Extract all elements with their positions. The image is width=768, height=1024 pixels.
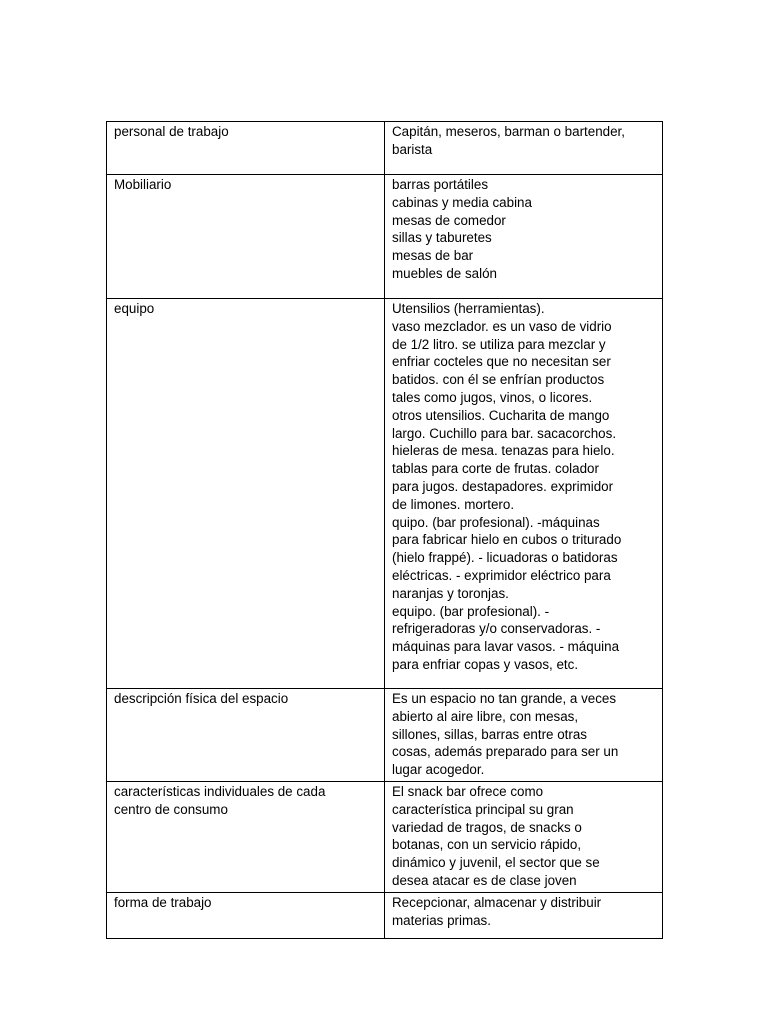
- row-value-line: lugar acogedor.: [392, 762, 485, 778]
- row-value-line: para fabricar hielo en cubos o triturado: [392, 532, 622, 548]
- table-row: [107, 782, 663, 893]
- row-label-line: centro de consumo: [114, 801, 228, 817]
- row-label-cell: [107, 892, 385, 938]
- row-value-line: Capitán, meseros, barman o bartender,: [392, 124, 625, 139]
- row-value-line: hieleras de mesa. tenazas para hielo.: [392, 443, 615, 459]
- row-value-line: de 1/2 litro. se utiliza para mezclar y: [392, 336, 606, 352]
- row-value-cell: [385, 689, 663, 782]
- row-value-line: cosas, además preparado para ser un: [392, 744, 619, 760]
- row-label-line: forma de trabajo: [114, 894, 212, 910]
- row-value-line: desea atacar es de clase joven: [392, 872, 577, 888]
- row-value-line: quipo. (bar profesional). -máquinas: [392, 514, 600, 530]
- row-value-line: naranjas y toronjas.: [392, 585, 509, 601]
- row-value-line: equipo. (bar profesional). -: [392, 603, 550, 619]
- row-value-line: otros utensilios. Cucharita de mango: [392, 407, 610, 423]
- row-value-line: Recepcionar, almacenar y distribuir: [392, 894, 602, 910]
- row-value-line: eléctricas. - exprimidor eléctrico para: [392, 567, 611, 583]
- row-label-line: características individuales de cada: [114, 784, 326, 799]
- row-value-line: (hielo frappé). - licuadoras o batidoras: [392, 550, 618, 566]
- row-value-line: sillas y taburetes: [392, 230, 492, 246]
- row-value-cell: [385, 175, 663, 299]
- row-value-line: mesas de comedor: [392, 212, 506, 228]
- row-value-line: dinámico y juvenil, el sector que se: [392, 855, 600, 871]
- row-value-line: sillones, sillas, barras entre otras: [392, 726, 587, 742]
- row-value-line: abierto al aire libre, con mesas,: [392, 708, 579, 724]
- row-value-line: para jugos. destapadores. exprimidor: [392, 478, 614, 494]
- row-value-cell: [385, 782, 663, 893]
- row-value-line: para enfriar copas y vasos, etc.: [392, 656, 579, 672]
- row-value-line: refrigeradoras y/o conservadoras. -: [392, 621, 601, 637]
- row-value-line: máquinas para lavar vasos. - máquina: [392, 639, 620, 655]
- row-value-line: característica principal su gran: [392, 801, 574, 817]
- row-value-line: variedad de tragos, de snacks o: [392, 819, 582, 835]
- row-value-line: barras portátiles: [392, 177, 489, 192]
- table-row: [107, 689, 663, 782]
- row-value-line: botanas, con un servicio rápido,: [392, 837, 582, 853]
- row-value-line: tales como jugos, vinos, o licores.: [392, 389, 593, 405]
- info-table: [106, 121, 663, 939]
- table-row: [107, 299, 663, 689]
- row-value-cell: [385, 892, 663, 938]
- row-value-line: El snack bar ofrece como: [392, 784, 544, 799]
- table-row: [107, 122, 663, 175]
- row-value-line: Utensilios (herramientas).: [392, 301, 545, 316]
- row-value-line: tablas para corte de frutas. colador: [392, 461, 599, 477]
- row-value-line: mesas de bar: [392, 248, 474, 264]
- row-value-line: batidos. con él se enfrían productos: [392, 372, 605, 388]
- row-label-cell: [107, 689, 385, 782]
- row-value-line: Es un espacio no tan grande, a veces: [392, 691, 617, 706]
- row-label-line: personal de trabajo: [114, 124, 229, 139]
- row-label-cell: [107, 122, 385, 175]
- row-label-line: equipo: [114, 301, 155, 316]
- row-value-line: enfriar cocteles que no necesitan ser: [392, 354, 611, 370]
- row-value-cell: [385, 122, 663, 175]
- row-label-cell: [107, 175, 385, 299]
- row-value-line: vaso mezclador. es un vaso de vidrio: [392, 318, 612, 334]
- row-value-line: materias primas.: [392, 912, 491, 928]
- row-value-line: muebles de salón: [392, 265, 497, 281]
- row-label-cell: [107, 299, 385, 689]
- row-label-line: descripción física del espacio: [114, 691, 289, 706]
- row-label-cell: [107, 782, 385, 893]
- table-row: [107, 892, 663, 938]
- row-value-line: largo. Cuchillo para bar. sacacorchos.: [392, 425, 617, 441]
- row-label-line: Mobiliario: [114, 177, 172, 192]
- table-row: [107, 175, 663, 299]
- row-value-line: de limones. mortero.: [392, 496, 515, 512]
- row-value-line: barista: [392, 141, 433, 157]
- table-body: [107, 122, 663, 939]
- row-value-cell: [385, 299, 663, 689]
- row-value-line: cabinas y media cabina: [392, 194, 532, 210]
